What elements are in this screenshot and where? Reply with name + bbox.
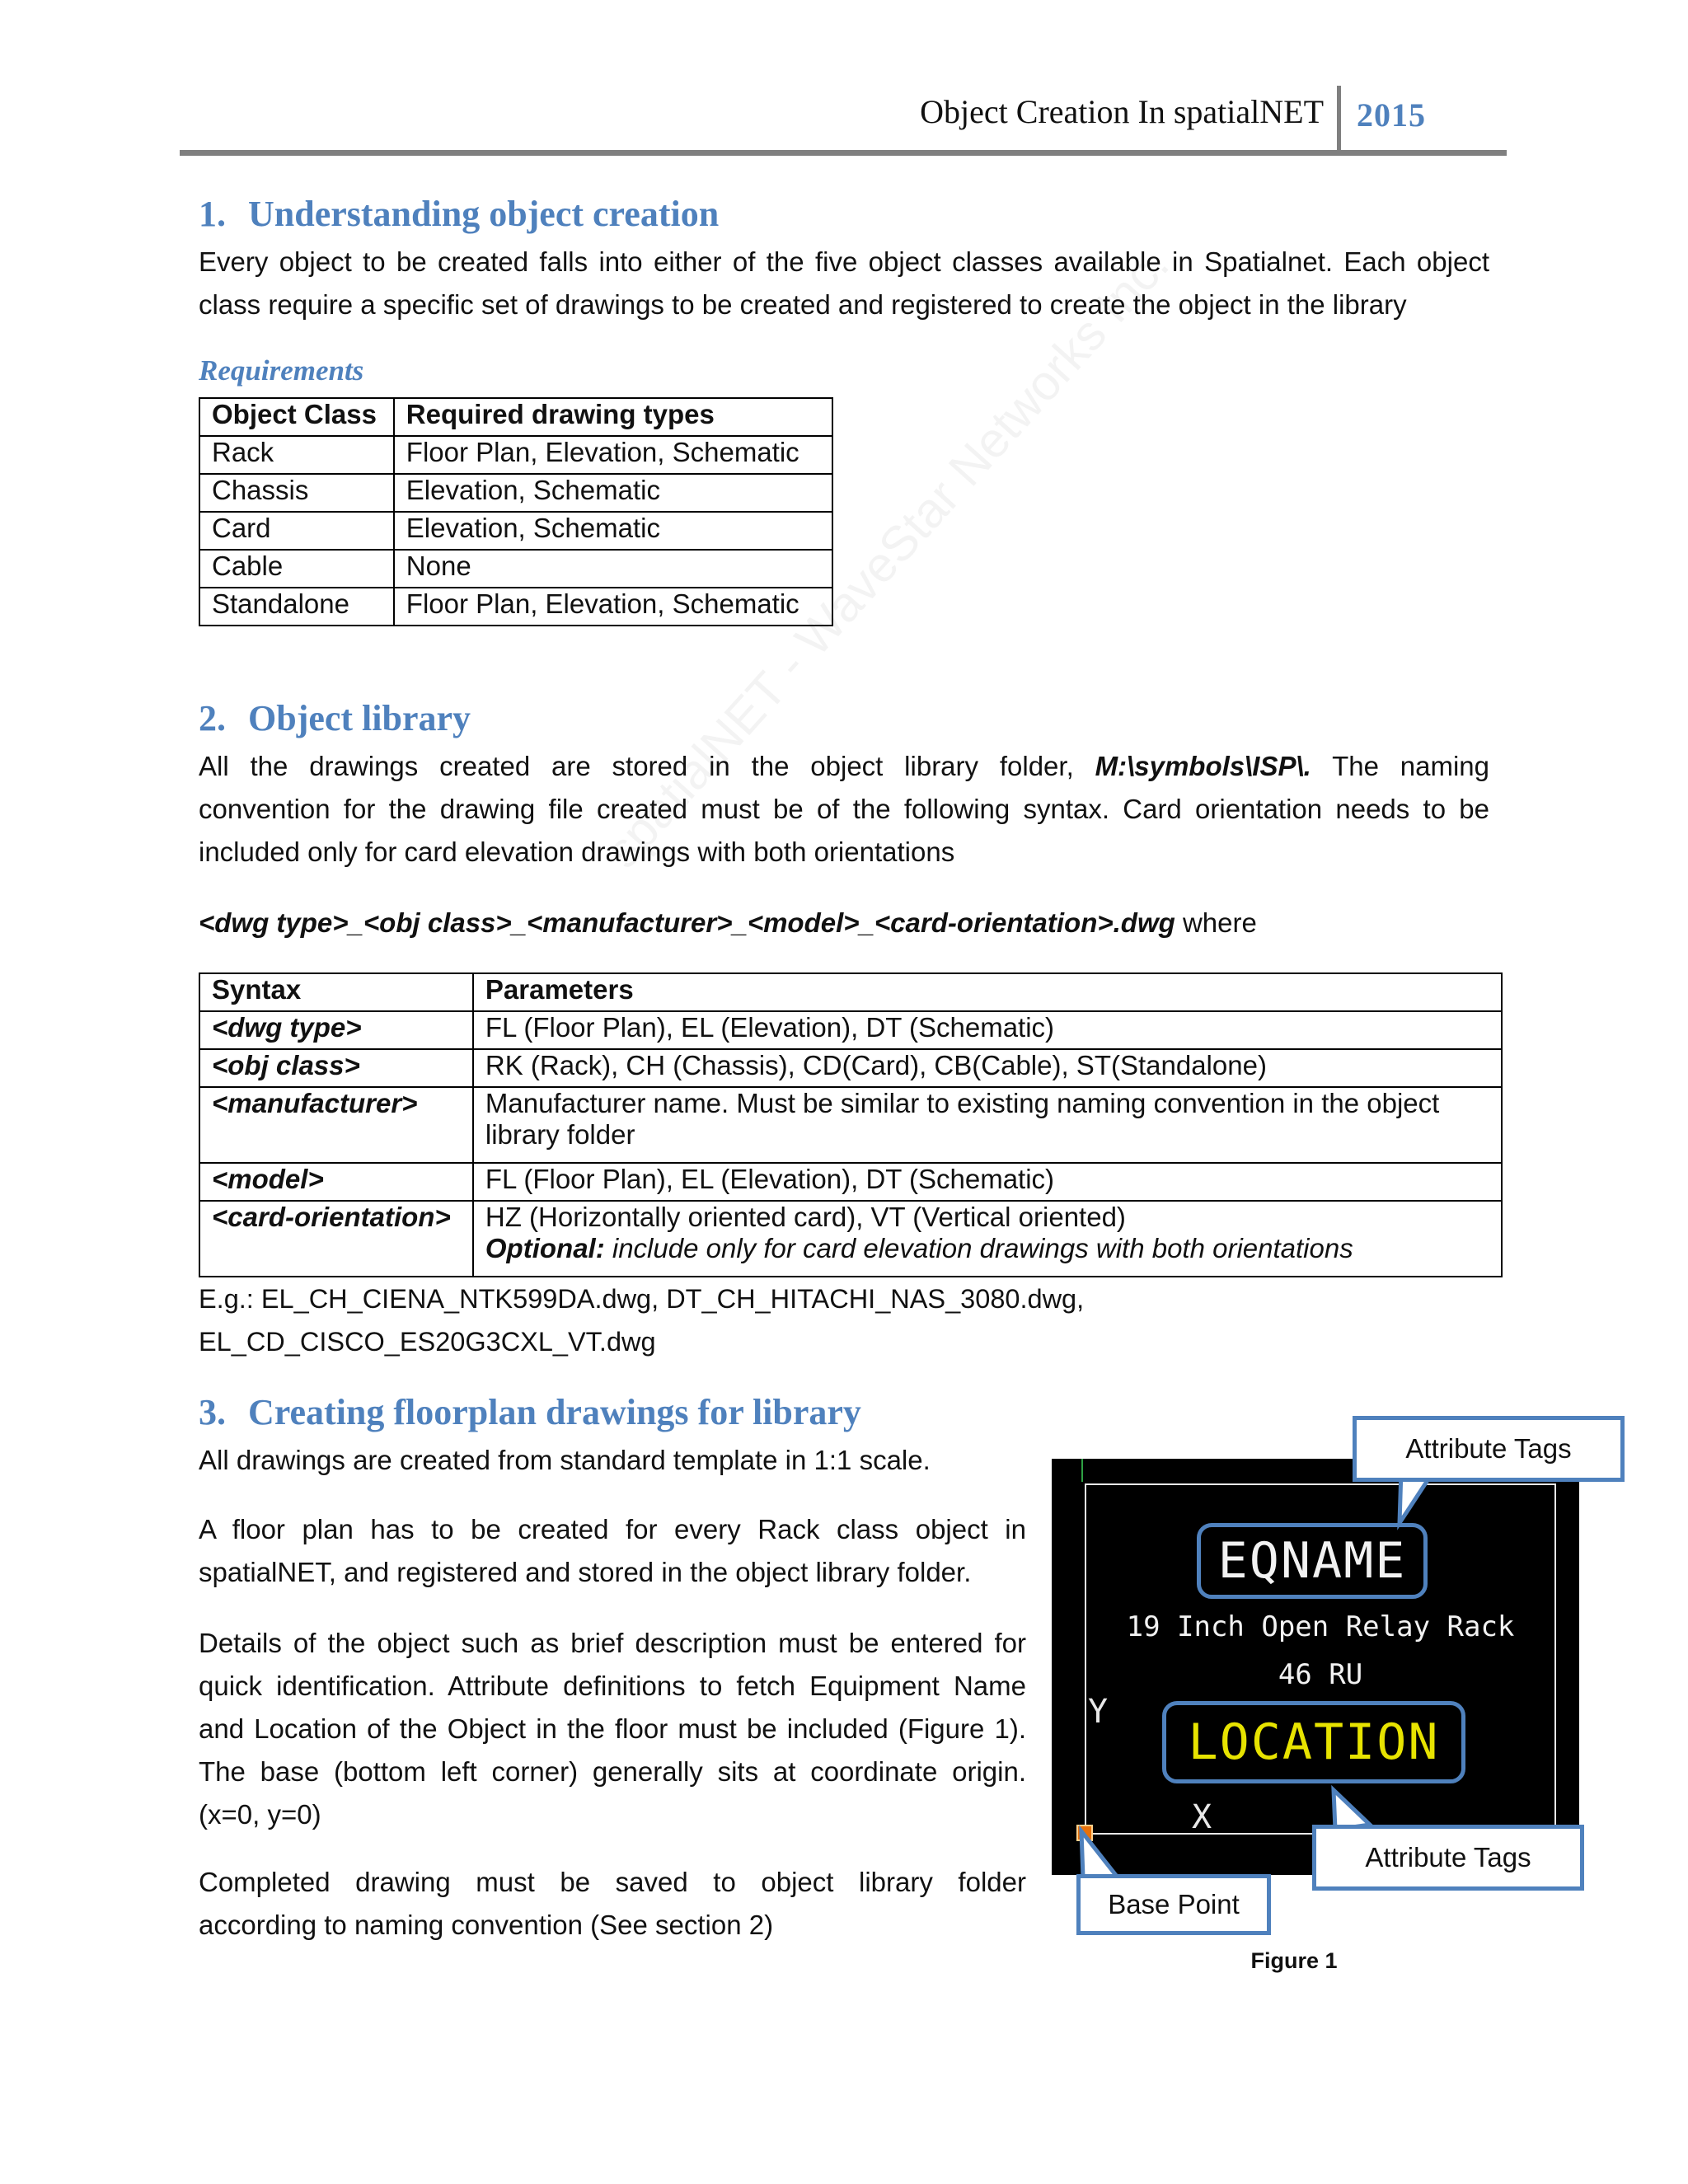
table-cell: Card bbox=[199, 512, 394, 550]
table-row bbox=[199, 512, 832, 550]
param-line: Manufacturer name. Must be similar to existing naming convention in the object bbox=[485, 1088, 1440, 1118]
syntax-suffix: where bbox=[1175, 907, 1257, 938]
rack-units: 46 RU bbox=[1278, 1658, 1363, 1691]
callout-attribute-tags-top: Attribute Tags bbox=[1353, 1416, 1625, 1482]
section-2-para-text: The naming bbox=[1332, 751, 1490, 781]
figure-caption: Figure 1 bbox=[1250, 1948, 1338, 1973]
syntax-cell: <dwg type> bbox=[199, 1011, 473, 1049]
section-2-heading bbox=[199, 697, 471, 739]
table-cell: Floor Plan, Elevation, Schematic bbox=[394, 436, 832, 474]
section-2-number: 2. bbox=[199, 698, 226, 738]
header-rule bbox=[180, 150, 1507, 156]
callout-base-point: Base Point bbox=[1076, 1874, 1271, 1935]
param-cell: RK (Rack), CH (Chassis), CD(Card), CB(Cable), ST(Standalone) bbox=[473, 1049, 1502, 1087]
optional-label: Optional: bbox=[485, 1233, 605, 1263]
requirements-label: Requirements bbox=[199, 354, 364, 387]
syntax-table bbox=[199, 972, 1503, 1277]
section-3-para-3-line-2: quick identification. Attribute definitions to fetch Equipment Name bbox=[199, 1671, 1026, 1701]
table-row bbox=[199, 1201, 1502, 1277]
table-cell: Elevation, Schematic bbox=[394, 474, 832, 512]
section-3-para-3-line-1: Details of the object such as brief description must be entered for bbox=[199, 1628, 1026, 1658]
header-divider bbox=[1337, 86, 1341, 153]
table-header-cell: Parameters bbox=[473, 973, 1502, 1011]
section-2-title: Object library bbox=[248, 698, 471, 738]
section-3-para-4-line-2: according to naming convention (See section 2) bbox=[199, 1910, 774, 1940]
syntax-pattern: <dwg type>_<obj class>_<manufacturer>_<model>_<card-orientation>.dwg bbox=[199, 907, 1175, 938]
section-2-para-line-1 bbox=[199, 745, 1489, 788]
section-3-title: Creating floorplan drawings for library bbox=[248, 1392, 861, 1432]
table-header-cell: Object Class bbox=[199, 398, 394, 436]
table-row bbox=[199, 474, 832, 512]
requirements-table bbox=[199, 397, 833, 626]
section-3-para-3-line-4: The base (bottom left corner) generally sits at coordinate origin. bbox=[199, 1756, 1026, 1787]
eqname-attribute: EQNAME bbox=[1217, 1532, 1407, 1590]
table-row bbox=[199, 1163, 1502, 1201]
param-line: library folder bbox=[485, 1119, 635, 1150]
section-1-para-line-1: Every object to be created falls into either of the five object classes available in Spatialnet. Each object bbox=[199, 246, 1489, 277]
param-line: HZ (Horizontally oriented card), VT (Vertical oriented) bbox=[485, 1202, 1126, 1232]
callout-bottom-pointer bbox=[1334, 1790, 1370, 1830]
param-cell: FL (Floor Plan), EL (Elevation), DT (Schematic) bbox=[473, 1011, 1502, 1049]
syntax-cell: <manufacturer> bbox=[199, 1087, 473, 1163]
table-cell: Standalone bbox=[199, 588, 394, 626]
optional-text: include only for card elevation drawings with both orientations bbox=[604, 1233, 1353, 1263]
table-row bbox=[199, 1011, 1502, 1049]
callout-attribute-tags-bottom: Attribute Tags bbox=[1312, 1825, 1584, 1891]
section-1-heading bbox=[199, 193, 719, 235]
table-cell: Chassis bbox=[199, 474, 394, 512]
example-filenames: E.g.: EL_CH_CIENA_NTK599DA.dwg, DT_CH_HITACHI_NAS_3080.dwg, EL_CD_CISCO_ES20G3CXL_VT.dwg bbox=[199, 1284, 1085, 1357]
y-axis-label: Y bbox=[1088, 1693, 1109, 1731]
section-3-para-2-line-2: spatialNET, and registered and stored in the object library folder. bbox=[199, 1557, 972, 1587]
section-1-number: 1. bbox=[199, 194, 226, 234]
param-cell: FL (Floor Plan), EL (Elevation), DT (Schematic) bbox=[473, 1163, 1502, 1201]
syntax-cell: <card-orientation> bbox=[199, 1201, 473, 1277]
table-cell: Elevation, Schematic bbox=[394, 512, 832, 550]
syntax-pattern-line bbox=[199, 902, 1489, 944]
param-line bbox=[485, 1233, 1489, 1264]
table-cell: None bbox=[394, 550, 832, 588]
location-attribute: LOCATION bbox=[1188, 1713, 1440, 1771]
header-year: 2015 bbox=[1357, 96, 1426, 134]
table-header-row bbox=[199, 398, 832, 436]
x-axis-label: X bbox=[1192, 1798, 1212, 1836]
table-row bbox=[199, 588, 832, 626]
rack-description: 19 Inch Open Relay Rack bbox=[1126, 1610, 1515, 1643]
section-2-para-line-2: convention for the drawing file created must be of the following syntax. Card orientation needs to be bbox=[199, 794, 1489, 824]
table-header-cell: Syntax bbox=[199, 973, 473, 1011]
table-row bbox=[199, 550, 832, 588]
section-3-para-1: All drawings are created from standard template in 1:1 scale. bbox=[199, 1445, 931, 1475]
section-3-para-2-line-1: A floor plan has to be created for every Rack class object in bbox=[199, 1514, 1026, 1544]
param-cell bbox=[473, 1087, 1502, 1163]
header-title: Object Creation In spatialNET bbox=[920, 93, 1324, 130]
table-row bbox=[199, 1087, 1502, 1163]
syntax-cell: <model> bbox=[199, 1163, 473, 1201]
section-3-heading bbox=[199, 1391, 861, 1433]
section-2-para-text: All the drawings created are stored in the object library folder, bbox=[199, 751, 1074, 781]
section-2-para-line-3: included only for card elevation drawings with both orientations bbox=[199, 837, 955, 867]
syntax-cell: <obj class> bbox=[199, 1049, 473, 1087]
callout-base-pointer bbox=[1081, 1831, 1118, 1877]
section-3-para-4-line-1: Completed drawing must be saved to object library folder bbox=[199, 1867, 1026, 1897]
section-3-number: 3. bbox=[199, 1392, 226, 1432]
table-cell: Cable bbox=[199, 550, 394, 588]
table-header-cell: Required drawing types bbox=[394, 398, 832, 436]
table-cell: Floor Plan, Elevation, Schematic bbox=[394, 588, 832, 626]
section-3-para-3-line-5: (x=0, y=0) bbox=[199, 1799, 321, 1830]
table-header-row bbox=[199, 973, 1502, 1011]
section-3-para-3-line-3: and Location of the Object in the floor must be included (Figure 1). bbox=[199, 1713, 1026, 1744]
table-cell: Rack bbox=[199, 436, 394, 474]
table-row bbox=[199, 436, 832, 474]
library-path: M:\symbols\ISP\. bbox=[1095, 751, 1311, 781]
table-row bbox=[199, 1049, 1502, 1087]
section-1-title: Understanding object creation bbox=[248, 194, 720, 234]
section-1-para-line-2: class require a specific set of drawings to be created and registered to create the object in the library bbox=[199, 289, 1407, 320]
param-cell bbox=[473, 1201, 1502, 1277]
